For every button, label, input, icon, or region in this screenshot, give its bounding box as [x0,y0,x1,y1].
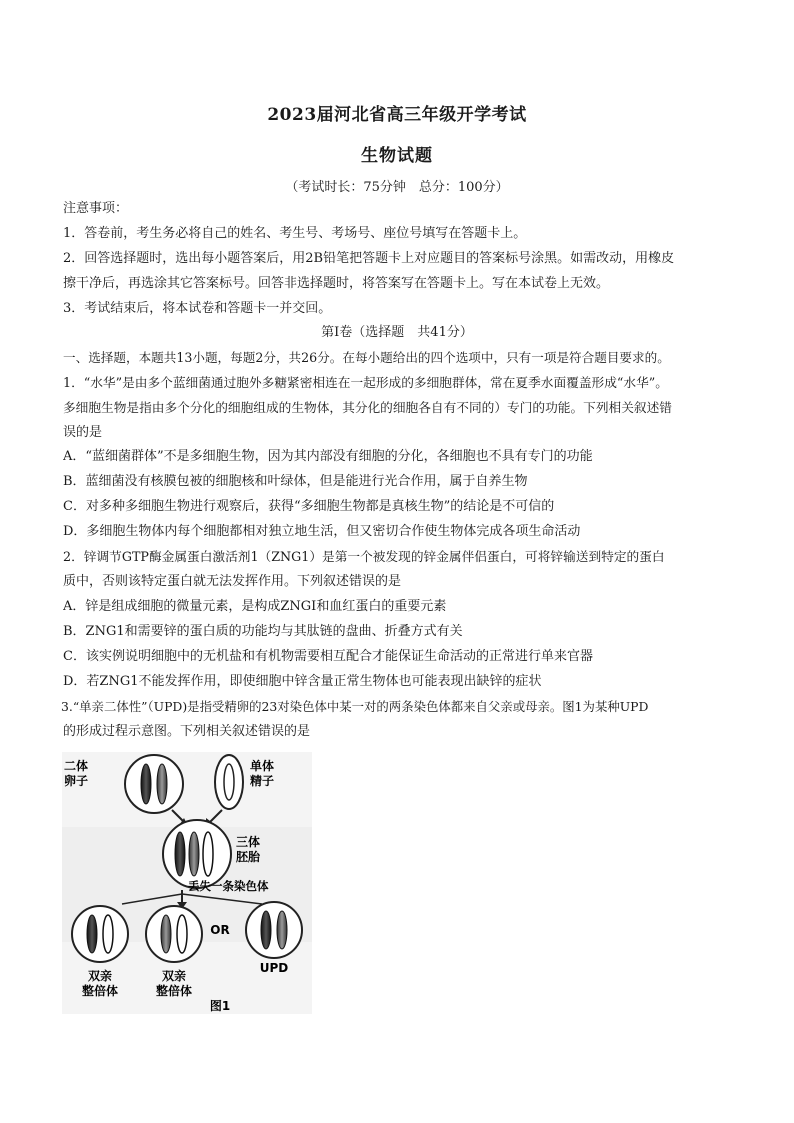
section-instruction: 一、选择题，本题共13小题，每题2分，共26分。在每小题给出的四个选项中，只有一项是符合题目要求的。 [63,350,670,365]
result-label: 双亲 [161,969,187,983]
exam-title: 2023届河北省高三年级开学考试 [267,105,527,125]
note-item: 3．考试结束后，将本试卷和答题卡一并交回。 [63,301,332,316]
notes-heading: 注意事项： [63,201,129,216]
question-stem: 误的是 [63,425,103,440]
result-label: 整倍体 [81,984,119,998]
sperm-label: 单体 [250,759,275,773]
figure-1 [62,752,312,1014]
or-label: OR [210,923,230,937]
question-option: B．蓝细菌没有核膜包被的细胞核和叶绿体，但是能进行光合作用，属于自养生物 [63,474,528,489]
chromosome [177,915,187,953]
question-option: C．对多种多细胞生物进行观察后，获得“多细胞生物都是真核生物”的结论是不可信的 [63,499,555,514]
embryo-label: 胚胎 [236,850,261,864]
chromosome [261,911,271,949]
chromosome [103,915,113,953]
process-label: 丢失一条染色体 [188,879,269,893]
question-option: C．该实例说明细胞中的无机盐和有机物需要相互配合才能保证生命活动的正常进行单来官器 [63,649,593,664]
question-stem: 的形成过程示意图。下列相关叙述错误的是 [63,724,311,739]
question-option: B．ZNG1和需要锌的蛋白质的功能均与其肽链的盘曲、折叠方式有关 [63,624,463,639]
egg-label: 卵子 [64,774,89,788]
note-item: 2．回答选择题时，选出每小题答案后，用2B铅笔把答题卡上对应题目的答案标号涂黑。如需改动，用橡皮 [63,251,675,266]
subject-title: 生物试题 [361,146,433,166]
section-heading: 第Ⅰ卷（选择题 共41分） [321,325,473,340]
result-cell-2 [146,906,202,962]
question-option: D．多细胞生物体内每个细胞都相对独立地生活，但又密切合作使生物体完成各项生命活动 [63,524,581,539]
result-cell-upd [246,902,302,958]
figure-caption: 图1 [209,999,231,1013]
question-stem: 3.“单亲二体性”（UPD)是指受精卵的23对染色体中某一对的两条染色体都来自父亲或母亲。图1为某种UPD [61,699,649,714]
chromosome [141,764,151,804]
chromosome [203,832,213,876]
sperm-label: 精子 [250,774,275,788]
result-label: 双亲 [87,969,113,983]
question-stem: 质中，否则该特定蛋白就无法发挥作用。下列叙述错误的是 [63,574,402,589]
note-item: 擦干净后，再选涂其它答案标号。回答非选择题时，将答案写在答题卡上。写在本试卷上无效。 [63,276,610,291]
chromosome [87,915,97,953]
upd-label: UPD [259,961,289,975]
chromosome [224,764,234,800]
question-stem: 1．“水华”是由多个蓝细菌通过胞外多糖紧密相连在一起形成的多细胞群体，常在夏季水面覆盖形成“水华”。 [63,375,668,390]
chromosome [277,911,287,949]
egg-cell [125,755,183,813]
question-stem: 多细胞生物是指由多个分化的细胞组成的生物体，其分化的细胞各自有不同的）专门的功能。下列相关叙述错 [63,400,672,415]
question-option: A．“蓝细菌群体”不是多细胞生物，因为其内部没有细胞的分化，各细胞也不具有专门的功能 [63,449,593,464]
question-option: A．锌是组成细胞的微量元素，是构成ZNGI和血红蛋白的重要元素 [63,599,447,614]
egg-label: 二体 [64,759,89,773]
question-stem: 2．锌调节GTP酶金属蛋白激活剂1（ZNG1）是第一个被发现的锌金属伴侣蛋白，可将锌输送到特定的蛋白 [63,549,665,564]
chromosome [175,832,185,876]
result-cell-1 [72,906,128,962]
question-option: D．若ZNG1不能发挥作用，即使细胞中锌含量正常生物体也可能表现出缺锌的症状 [63,674,542,689]
embryo-label: 三体 [236,835,261,849]
result-label: 整倍体 [155,984,193,998]
note-item: 1．答卷前，考生务必将自己的姓名、考生号、考场号、座位号填写在答题卡上。 [63,226,527,241]
chromosome [189,832,199,876]
chromosome [157,764,167,804]
sperm-cell [215,755,243,809]
chromosome [161,915,171,953]
trisomy-embryo [163,820,231,888]
exam-info: （考试时长：75分钟 总分：100分） [285,180,509,195]
upd-diagram [62,752,312,1014]
